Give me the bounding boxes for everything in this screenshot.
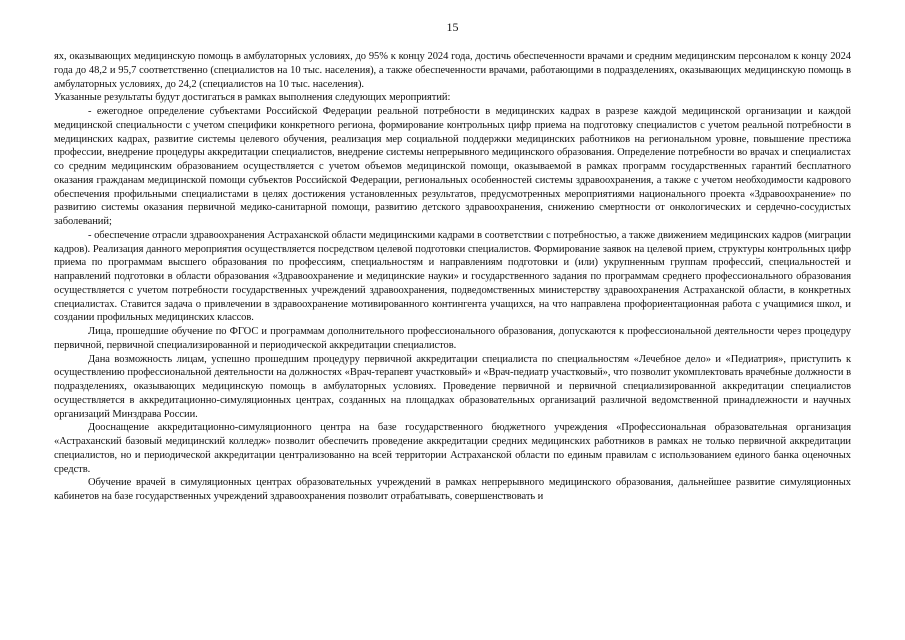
document-body — [54, 50, 851, 504]
paragraph-bullet-staffing: - обеспечение отрасли здравоохранения Астраханской области медицинскими кадрами в соответствии с потребностью, а также движением медицинских кадров (миграции кадров). Реализация данного мероприятия осуществляется посредством целевой подготовки специалистов. Формирование заявок на целевой прием, структуры контрольных цифр приема по программам высшего образования по профессиям, специальностям и направлениям подготовки и (или) укрупненным группам профессий, специальностей и направлений подготовки в области образования «Здравоохранение и медицинские науки» и государственного задания по программам среднего профессионального образования осуществляется с учетом потребности государственных учреждений здравоохранения, подведомственных министерству здравоохранения Астраханской области, в конкретных специалистах. Ставится задача о привлечении в здравоохранение мотивированного контингента учащихся, на что направлена профориентационная работа с учащимися школ, и создании профильных медицинских классов. — [54, 229, 851, 324]
paragraph-accreditation-admission: Лица, прошедшие обучение по ФГОС и программам дополнительного профессионального образования, допускаются к профессиональной деятельности через процедуру первичной, первичной специализированной и периодической аккредитации специалистов. — [54, 326, 851, 351]
paragraph-results-intro: Указанные результаты будут достигаться в рамках выполнения следующих мероприятий: — [54, 92, 451, 104]
paragraph-doctor-training: Обучение врачей в симуляционных центрах образовательных учреждений в рамках непрерывного медицинского образования, дальнейшее развитие симуляционных кабинетов на базе государственных учреждений здравоохранения позволит отрабатывать, совершенствовать и — [54, 477, 851, 502]
paragraph-primary-accreditation: Дана возможность лицам, успешно прошедшим процедуру первичной аккредитации специалиста по специальностям «Лечебное дело» и «Педиатрия», приступить к осуществлению профессиональной деятельности на должностях «Врач-терапевт участковый» и «Врач-педиатр участковый», что позволит укомплектовать врачебные должности в подразделениях, оказывающих медицинскую помощь в амбулаторных условиях. Проведение первичной и первичной специализированной аккредитации специалистов осуществляется в аккредитационно-симуляционных центрах, созданных на площадках образовательных организаций различной ведомственной принадлежности и научных организаций Минздрава России. — [54, 353, 851, 420]
paragraph-continuation: ях, оказывающих медицинскую помощь в амбулаторных условиях, до 95% к концу 2024 года, достичь обеспеченности врачами и средним медицинским персоналом к концу 2024 года до 48,2 и 95,7 соответственно (специалистов на 10 тыс. населения), а также обеспеченности врачами, работающими в подразделениях, оказывающих медицинскую помощь в амбулаторных условиях, до 24,2 (специалистов на 10 тыс. населения). — [54, 51, 851, 90]
paragraph-simulation-center: Дооснащение аккредитационно-симуляционного центра на базе государственного бюджетного учреждения «Профессиональная образовательная организация «Астраханский базовый медицинский колледж» позволит обеспечить проведение аккредитации средних медицинских работников в рамках не только первичной аккредитации специалистов, но и периодической аккредитации централизованно на всей территории Астраханской области по единым правилам с использованием единого банка оценочных средств. — [54, 422, 851, 475]
page-number: 15 — [446, 20, 459, 34]
paragraph-bullet-annual-demand: - ежегодное определение субъектами Российской Федерации реальной потребности в медицинских кадрах в разрезе каждой медицинской организации и каждой медицинской специальности с учетом специфики конкретного региона, формирование контрольных цифр приема на подготовку специалистов с учетом реальной потребности в медицинских кадрах, развитие системы целевого обучения, реализация мер социальной поддержки медицинских работников на региональном уровне, повышение престижа профессии, внедрение процедуры аккредитации специалистов, внедрение системы непрерывного медицинского образования. Определение потребности во врачах и специалистах со средним медицинским образованием осуществляется с учетом объемов медицинской помощи, оказываемой в рамках программ государственных гарантий бесплатного оказания гражданам медицинской помощи субъектов Российской Федерации, региональных особенностей системы здравоохранения, а также с учетом необходимости кадрового обеспечения профильными специалистами в целях достижения установленных результатов, предусмотренных мероприятиями национального проекта «Здравоохранение» по развитию системы оказания первичной медико-санитарной помощи, развитию детского здравоохранения, снижению смертности от онкологических и сердечно-сосудистых заболеваний; — [54, 106, 851, 227]
